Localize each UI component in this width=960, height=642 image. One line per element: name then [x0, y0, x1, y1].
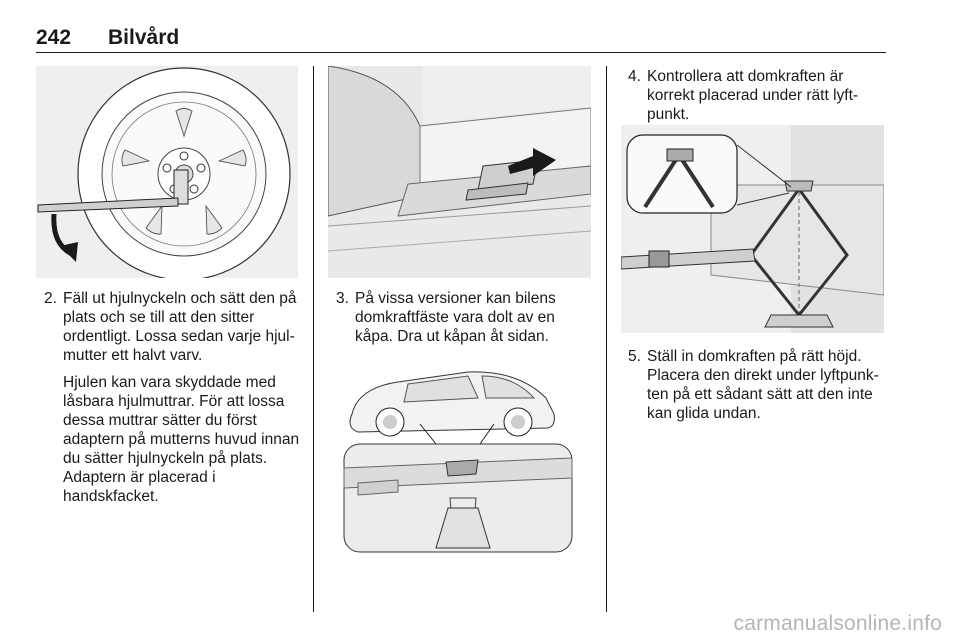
page-number: 242 [36, 26, 72, 49]
step-text: Kontrollera att domkraften är korrekt placerad under rätt lyft-punkt. [647, 68, 859, 123]
wheel-wrench-illustration [36, 66, 298, 278]
step-5 [628, 347, 890, 431]
step-text: Ställ in domkraften på rätt höjd. Placera den direkt under lyftpunk-ten på ett sådant sätt att den inte kan glida undan. [647, 348, 879, 422]
page-title: Bilvård [108, 26, 180, 49]
column-divider-right [606, 66, 607, 612]
watermark: carmanualsonline.info [733, 612, 942, 635]
scissor-jack-illustration [621, 125, 884, 333]
column-divider-left [313, 66, 314, 612]
page-header [36, 26, 886, 53]
step-number: 5. [628, 348, 641, 365]
step-number: 2. [44, 290, 57, 307]
step-4 [628, 67, 886, 132]
step-number: 3. [336, 290, 349, 307]
car-jack-overview-illustration [328, 358, 591, 554]
step-number: 4. [628, 68, 641, 85]
step-3 [336, 289, 594, 354]
step-text: På vissa versioner kan bilens domkraftfäste vara dolt av en kåpa. Dra ut kåpan åt sidan. [355, 290, 556, 345]
step-text: Fäll ut hjulnyckeln och sätt den på plats och se till att den sitter ordentligt. Lossa sedan varje hjul-mutter ett halvt varv. [63, 290, 297, 364]
step-note: Hjulen kan vara skyddade med låsbara hjulmuttrar. För att lossa dessa muttrar sätter du först adaptern på mutterns huvud innan du sätter hjulnyckeln på plats. Adaptern är placerad i handskfacket. [63, 374, 300, 505]
jack-mount-cover-illustration [328, 66, 591, 278]
step-2 [44, 289, 304, 514]
